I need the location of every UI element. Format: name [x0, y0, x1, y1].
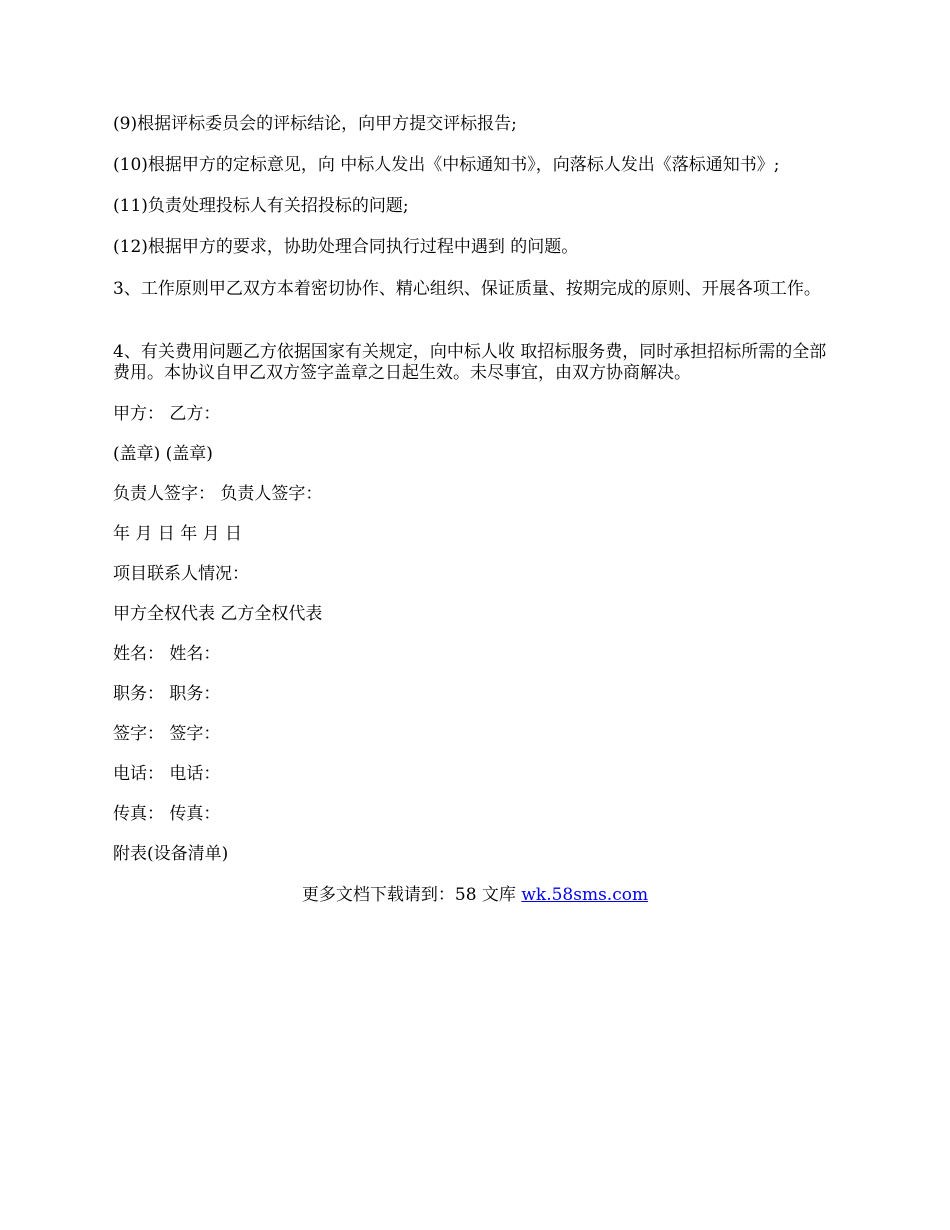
position-line: 职务： 职务：: [113, 684, 221, 704]
footer-link[interactable]: wk.58sms.com: [521, 885, 649, 905]
appendix-line: 附表(设备清单): [113, 844, 229, 864]
name-line: 姓名： 姓名：: [113, 644, 221, 664]
signature-line: 负责人签字： 负责人签字：: [113, 484, 323, 504]
contact-heading: 项目联系人情况：: [113, 564, 249, 584]
footer: [0, 885, 950, 906]
representative-line: 甲方全权代表 乙方全权代表: [113, 604, 323, 624]
party-line: 甲方： 乙方：: [113, 404, 221, 424]
paragraph-item-9: (9)根据评标委员会的评标结论，向甲方提交评标报告;: [113, 114, 517, 134]
sign-line: 签字： 签字：: [113, 724, 221, 744]
paragraph-item-11: (11)负责处理投标人有关招投标的问题;: [113, 196, 409, 216]
paragraph-fees: 4、有关费用问题乙方依据国家有关规定，向中标人收 取招标服务费，同时承担招标所需的全部费用。本协议自甲乙双方签字盖章之日起生效。未尽事宜，由双方协商解决。: [113, 342, 827, 383]
footer-prefix: 更多文档下载请到：58 文库: [301, 885, 522, 905]
paragraph-item-10: (10)根据甲方的定标意见，向 中标人发出《中标通知书》，向落标人发出《落标通知书》;: [113, 155, 780, 175]
paragraph-item-12: (12)根据甲方的要求，协助处理合同执行过程中遇到 的问题。: [113, 237, 579, 257]
seal-line: (盖章) (盖章): [113, 444, 213, 464]
paragraph-work-principle: 3、工作原则甲乙双方本着密切协作、精心组织、保证质量、按期完成的原则、开展各项工作。: [113, 279, 821, 299]
date-line: 年 月 日 年 月 日: [113, 524, 243, 544]
phone-line: 电话： 电话：: [113, 764, 221, 784]
fax-line: 传真： 传真：: [113, 804, 221, 824]
